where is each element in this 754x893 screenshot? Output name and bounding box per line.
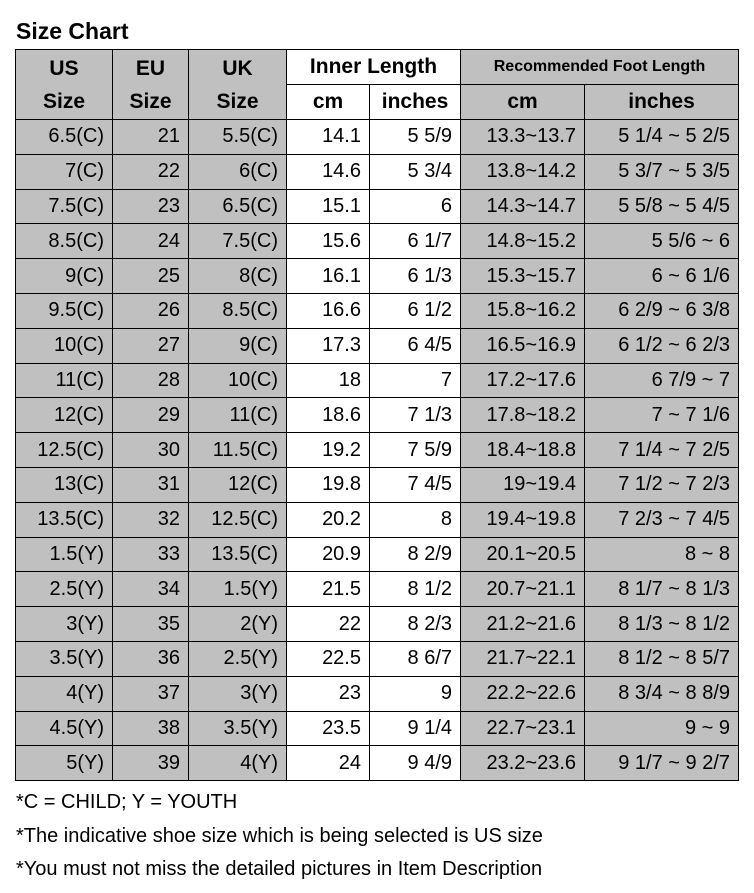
cell-uk-size: 4(Y) xyxy=(189,746,287,781)
cell-eu-size: 30 xyxy=(113,433,189,468)
cell-eu-size: 33 xyxy=(113,537,189,572)
cell-rec-inches: 7 2/3 ~ 7 4/5 xyxy=(585,502,739,537)
cell-us-size: 3(Y) xyxy=(16,607,113,642)
cell-rec-cm: 20.1~20.5 xyxy=(461,537,585,572)
cell-eu-size: 23 xyxy=(113,189,189,224)
cell-inner-inches: 6 4/5 xyxy=(370,328,461,363)
cell-eu-size: 35 xyxy=(113,607,189,642)
cell-inner-inches: 9 1/4 xyxy=(370,711,461,746)
cell-inner-inches: 9 xyxy=(370,676,461,711)
header-eu-size-label: Size xyxy=(129,89,172,113)
note-item-description: *You must not miss the detailed pictures in Item Description xyxy=(16,858,543,880)
cell-eu-size: 39 xyxy=(113,746,189,781)
cell-rec-cm: 13.3~13.7 xyxy=(461,120,585,155)
table-row xyxy=(16,120,739,155)
table-row xyxy=(16,502,739,537)
header-inner-inches: inches xyxy=(370,85,461,120)
table-row xyxy=(16,607,739,642)
cell-inner-cm: 22 xyxy=(287,607,370,642)
cell-rec-cm: 19.4~19.8 xyxy=(461,502,585,537)
cell-uk-size: 2.5(Y) xyxy=(189,641,287,676)
header-eu-size xyxy=(113,50,189,120)
cell-uk-size: 8.5(C) xyxy=(189,293,287,328)
cell-rec-cm: 17.8~18.2 xyxy=(461,398,585,433)
header-uk-label: UK xyxy=(222,56,253,80)
cell-rec-cm: 21.7~22.1 xyxy=(461,641,585,676)
cell-inner-inches: 9 4/9 xyxy=(370,746,461,781)
cell-rec-inches: 5 5/6 ~ 6 xyxy=(585,224,739,259)
cell-eu-size: 34 xyxy=(113,572,189,607)
cell-us-size: 3.5(Y) xyxy=(16,641,113,676)
table-row xyxy=(16,154,739,189)
cell-eu-size: 26 xyxy=(113,293,189,328)
table-header xyxy=(16,50,739,120)
cell-uk-size: 6.5(C) xyxy=(189,189,287,224)
cell-rec-cm: 16.5~16.9 xyxy=(461,328,585,363)
notes xyxy=(16,786,543,887)
cell-eu-size: 28 xyxy=(113,363,189,398)
table-row xyxy=(16,711,739,746)
table-row xyxy=(16,398,739,433)
cell-inner-inches: 8 2/3 xyxy=(370,607,461,642)
cell-rec-inches: 5 5/8 ~ 5 4/5 xyxy=(585,189,739,224)
cell-us-size: 12(C) xyxy=(16,398,113,433)
cell-uk-size: 13.5(C) xyxy=(189,537,287,572)
cell-uk-size: 3.5(Y) xyxy=(189,711,287,746)
cell-uk-size: 11.5(C) xyxy=(189,433,287,468)
table-row xyxy=(16,328,739,363)
cell-us-size: 2.5(Y) xyxy=(16,572,113,607)
note-size-legend: *C = CHILD; Y = YOUTH xyxy=(16,791,238,813)
table-row xyxy=(16,467,739,502)
cell-inner-cm: 14.1 xyxy=(287,120,370,155)
table-body xyxy=(16,120,739,781)
cell-us-size: 1.5(Y) xyxy=(16,537,113,572)
cell-rec-inches: 5 1/4 ~ 5 2/5 xyxy=(585,120,739,155)
table-row xyxy=(16,676,739,711)
cell-rec-inches: 8 1/2 ~ 8 5/7 xyxy=(585,641,739,676)
header-inner-length: Inner Length xyxy=(287,50,461,85)
cell-inner-cm: 20.9 xyxy=(287,537,370,572)
cell-inner-cm: 20.2 xyxy=(287,502,370,537)
cell-rec-inches: 8 3/4 ~ 8 8/9 xyxy=(585,676,739,711)
cell-inner-cm: 15.6 xyxy=(287,224,370,259)
cell-uk-size: 7.5(C) xyxy=(189,224,287,259)
header-uk-size xyxy=(189,50,287,120)
cell-rec-inches: 8 1/7 ~ 8 1/3 xyxy=(585,572,739,607)
cell-us-size: 13(C) xyxy=(16,467,113,502)
cell-inner-cm: 15.1 xyxy=(287,189,370,224)
cell-uk-size: 11(C) xyxy=(189,398,287,433)
cell-inner-inches: 6 1/3 xyxy=(370,259,461,294)
cell-rec-cm: 22.2~22.6 xyxy=(461,676,585,711)
cell-uk-size: 5.5(C) xyxy=(189,120,287,155)
cell-us-size: 4(Y) xyxy=(16,676,113,711)
cell-eu-size: 32 xyxy=(113,502,189,537)
cell-uk-size: 10(C) xyxy=(189,363,287,398)
cell-inner-inches: 7 1/3 xyxy=(370,398,461,433)
header-us-size-label: Size xyxy=(42,89,86,113)
cell-rec-inches: 5 3/7 ~ 5 3/5 xyxy=(585,154,739,189)
note-us-size: *The indicative shoe size which is being selected is US size xyxy=(16,824,543,847)
cell-rec-inches: 6 ~ 6 1/6 xyxy=(585,259,739,294)
header-inner-cm: cm xyxy=(287,85,370,120)
cell-inner-cm: 21.5 xyxy=(287,572,370,607)
header-recommended-foot-length: Recommended Foot Length xyxy=(461,50,739,85)
cell-rec-inches: 7 1/4 ~ 7 2/5 xyxy=(585,433,739,468)
cell-us-size: 6.5(C) xyxy=(16,120,113,155)
cell-uk-size: 2(Y) xyxy=(189,607,287,642)
cell-us-size: 12.5(C) xyxy=(16,433,113,468)
cell-us-size: 7.5(C) xyxy=(16,189,113,224)
cell-eu-size: 36 xyxy=(113,641,189,676)
cell-rec-inches: 8 ~ 8 xyxy=(585,537,739,572)
table-row xyxy=(16,363,739,398)
cell-rec-cm: 17.2~17.6 xyxy=(461,363,585,398)
cell-rec-cm: 14.8~15.2 xyxy=(461,224,585,259)
cell-inner-cm: 23 xyxy=(287,676,370,711)
cell-rec-cm: 15.8~16.2 xyxy=(461,293,585,328)
cell-rec-inches: 9 ~ 9 xyxy=(585,711,739,746)
cell-inner-inches: 5 3/4 xyxy=(370,154,461,189)
table-row xyxy=(16,189,739,224)
cell-uk-size: 3(Y) xyxy=(189,676,287,711)
cell-inner-cm: 18.6 xyxy=(287,398,370,433)
cell-inner-inches: 8 6/7 xyxy=(370,641,461,676)
cell-inner-inches: 5 5/9 xyxy=(370,120,461,155)
cell-inner-cm: 23.5 xyxy=(287,711,370,746)
cell-rec-cm: 15.3~15.7 xyxy=(461,259,585,294)
header-row-top xyxy=(16,50,739,85)
cell-inner-cm: 14.6 xyxy=(287,154,370,189)
cell-eu-size: 29 xyxy=(113,398,189,433)
cell-rec-inches: 6 1/2 ~ 6 2/3 xyxy=(585,328,739,363)
cell-inner-cm: 18 xyxy=(287,363,370,398)
cell-eu-size: 37 xyxy=(113,676,189,711)
table-row xyxy=(16,224,739,259)
cell-inner-cm: 24 xyxy=(287,746,370,781)
cell-inner-cm: 16.6 xyxy=(287,293,370,328)
cell-us-size: 8.5(C) xyxy=(16,224,113,259)
cell-eu-size: 31 xyxy=(113,467,189,502)
header-rec-inches: inches xyxy=(585,85,739,120)
size-chart-table xyxy=(15,49,739,781)
cell-eu-size: 22 xyxy=(113,154,189,189)
cell-rec-inches: 7 1/2 ~ 7 2/3 xyxy=(585,467,739,502)
cell-rec-cm: 14.3~14.7 xyxy=(461,189,585,224)
cell-inner-cm: 19.8 xyxy=(287,467,370,502)
cell-rec-cm: 23.2~23.6 xyxy=(461,746,585,781)
cell-uk-size: 8(C) xyxy=(189,259,287,294)
cell-us-size: 4.5(Y) xyxy=(16,711,113,746)
cell-rec-cm: 21.2~21.6 xyxy=(461,607,585,642)
cell-us-size: 11(C) xyxy=(16,363,113,398)
cell-us-size: 7(C) xyxy=(16,154,113,189)
cell-inner-inches: 8 2/9 xyxy=(370,537,461,572)
cell-rec-cm: 22.7~23.1 xyxy=(461,711,585,746)
cell-eu-size: 24 xyxy=(113,224,189,259)
cell-inner-inches: 7 5/9 xyxy=(370,433,461,468)
cell-rec-inches: 9 1/7 ~ 9 2/7 xyxy=(585,746,739,781)
cell-us-size: 9.5(C) xyxy=(16,293,113,328)
cell-inner-inches: 8 1/2 xyxy=(370,572,461,607)
cell-inner-inches: 6 xyxy=(370,189,461,224)
cell-uk-size: 9(C) xyxy=(189,328,287,363)
cell-us-size: 9(C) xyxy=(16,259,113,294)
table-row xyxy=(16,572,739,607)
cell-us-size: 5(Y) xyxy=(16,746,113,781)
cell-rec-cm: 19~19.4 xyxy=(461,467,585,502)
cell-inner-inches: 6 1/2 xyxy=(370,293,461,328)
cell-rec-inches: 7 ~ 7 1/6 xyxy=(585,398,739,433)
cell-us-size: 13.5(C) xyxy=(16,502,113,537)
table-row xyxy=(16,293,739,328)
table-row xyxy=(16,433,739,468)
cell-eu-size: 25 xyxy=(113,259,189,294)
header-us-label: US xyxy=(49,56,79,80)
cell-us-size: 10(C) xyxy=(16,328,113,363)
cell-uk-size: 1.5(Y) xyxy=(189,572,287,607)
cell-inner-cm: 16.1 xyxy=(287,259,370,294)
header-rec-cm: cm xyxy=(461,85,585,120)
cell-inner-cm: 22.5 xyxy=(287,641,370,676)
cell-rec-cm: 20.7~21.1 xyxy=(461,572,585,607)
cell-rec-inches: 6 2/9 ~ 6 3/8 xyxy=(585,293,739,328)
table-row xyxy=(16,641,739,676)
cell-inner-inches: 7 xyxy=(370,363,461,398)
cell-rec-inches: 8 1/3 ~ 8 1/2 xyxy=(585,607,739,642)
cell-eu-size: 38 xyxy=(113,711,189,746)
cell-eu-size: 21 xyxy=(113,120,189,155)
page-title: Size Chart xyxy=(16,18,129,44)
cell-inner-cm: 19.2 xyxy=(287,433,370,468)
cell-eu-size: 27 xyxy=(113,328,189,363)
cell-inner-inches: 8 xyxy=(370,502,461,537)
table-row xyxy=(16,259,739,294)
cell-inner-inches: 7 4/5 xyxy=(370,467,461,502)
header-eu-label: EU xyxy=(135,56,166,80)
table-row xyxy=(16,746,739,781)
cell-rec-cm: 18.4~18.8 xyxy=(461,433,585,468)
cell-uk-size: 6(C) xyxy=(189,154,287,189)
table-row xyxy=(16,537,739,572)
header-us-size xyxy=(16,50,113,120)
cell-rec-cm: 13.8~14.2 xyxy=(461,154,585,189)
cell-rec-inches: 6 7/9 ~ 7 xyxy=(585,363,739,398)
cell-inner-cm: 17.3 xyxy=(287,328,370,363)
header-uk-size-label: Size xyxy=(216,89,259,113)
cell-uk-size: 12(C) xyxy=(189,467,287,502)
cell-inner-inches: 6 1/7 xyxy=(370,224,461,259)
cell-uk-size: 12.5(C) xyxy=(189,502,287,537)
